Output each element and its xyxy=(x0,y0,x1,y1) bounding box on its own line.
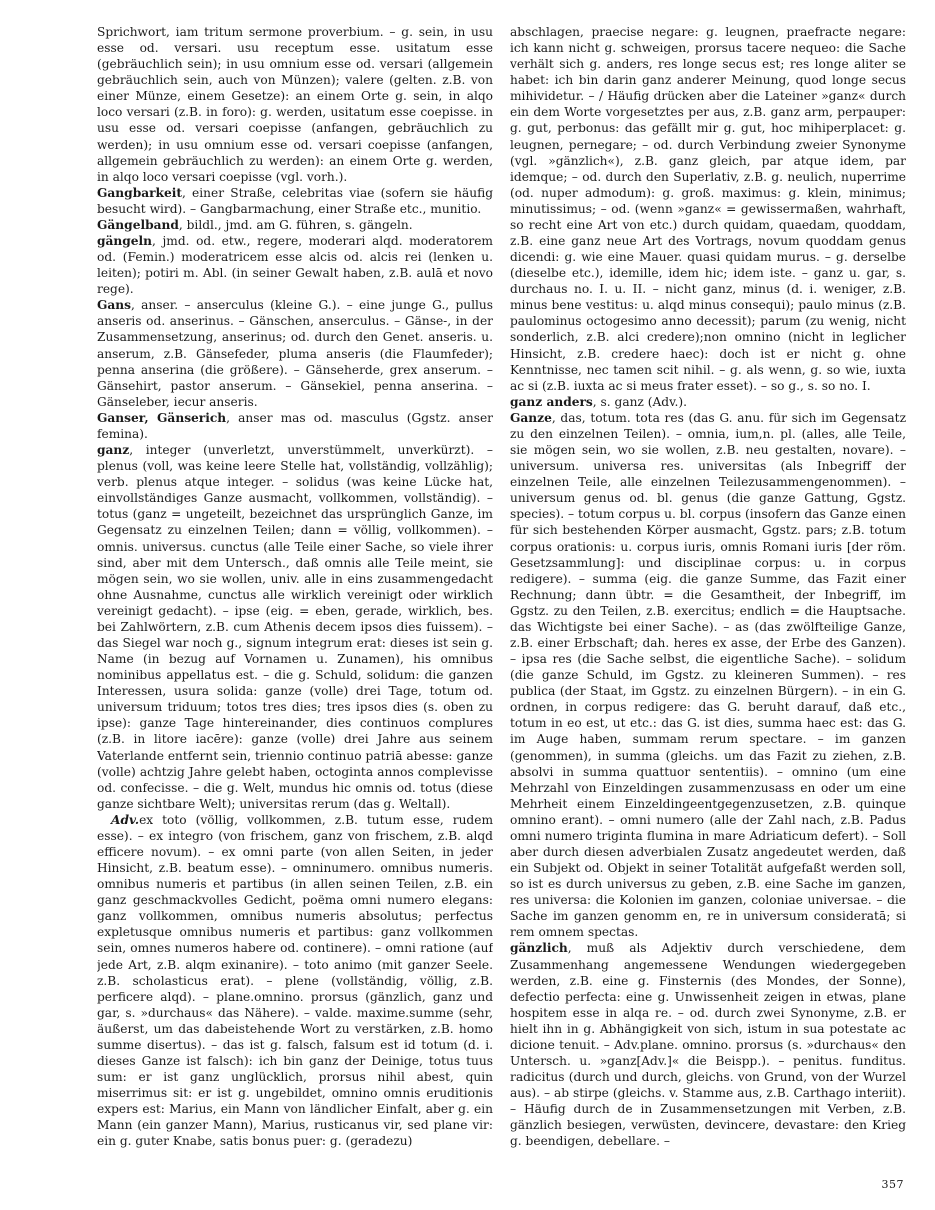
entry-text: abschlagen, praecise negare: g. leugnen, praefracte negare: ich kann nicht g. schweigen, prorsus tacere nequeo: die Sache verhält sich g. anders, res longe secus est; res longe aliter se habet: ich bin darin ganz anderer Meinung, quod longe secus mihividetur. – / Häufig drücken aber die Lateiner »ganz« durch ein dem Worte vorgesetztes per aus, z.B. ganz arm, perpauper: g. gut, perbonus: das gefällt mir g. gut, hoc mihiperplacet: g. leugnen, pernegare; – od. durch Verbindung zweier Synonyme (vgl. »gänzlich«), z.B. ganz gleich, par atque idem, par idemque; – od. durch den Superlativ, z.B. g. neulich, nuperrime (od. nuper admodum): g. groß. maximus: g. klein, minimus; minutissimus; – od. (wenn »ganz« = gewissermaßen, wahrhaft, so recht eine Art von etc.) durch quidam, quaedam, quoddam, z.B. eine ganz neue Art des Vortrags, novum quoddam genus dicendi: g. wie eine Mauer. quasi quidam murus. – g. derselbe (dieselbe etc.), idemille, idem hic; idem iste. – ganz u. gar, s. durchaus no. I. u. II. – nicht ganz, minus (d. i. weniger, z.B. minus bene vestitus: u. alqd minus consequi); paulo minus (z.B. paulominus octogesimo anno decessit); parum (zu wenig, nicht sonderlich, z.B. alci credere);non omnino (nicht in leglicher Hinsicht, z.B. credere haec): doch ist er nicht g. ohne Kenntnisse, nec tamen scit nihil. – g. als wenn, g. so wie, iuxta ac si (z.B. iuxta ac si meus frater esset). – so g., s. so no. I. xyxy=(510,25,906,393)
entry-5 xyxy=(97,410,493,442)
entry-3 xyxy=(97,233,493,297)
headword: gängeln xyxy=(97,234,153,249)
headword: Ganser, Gänserich xyxy=(97,410,227,425)
right-column xyxy=(510,24,906,1180)
entry-6 xyxy=(97,442,493,812)
entry-text: ex toto (völlig, vollkommen, z.B. tutum esse, rudem esse). – ex integro (von frischem, ganz von frischem, z.B. alqd efficere novum). – ex omni parte (von allen Seiten, in jeder Hinsicht, z.B. beatum esse). – omninumero. omnibus numeris. omnibus numeris et partibus (in allen seinen Teilen, z.B. ein ganz geschmackvolles Gedicht, poëma omni numero elegans: ganz vollkommen, omnibus numeris absolutus; perfectus expletusque omnibus numeris et partibus: ganz vollkommen sein, omnes numeros habere od. continere). – omni ratione (auf jede Art, z.B. alqm exinanire). – toto animo (mit ganzer Seele. z.B. scholasticus erat). – plene (vollständig, völlig, z.B. perficere alqd). – plane.omnino. prorsus (gänzlich, ganz und gar, s. »durchaus« das Nähere). – valde. maxime.summe (sehr, äußerst, um das dabeistehende Wort zu verstärken, z.B. homo summe disertus). – das ist g. falsch, falsum est id totum (d. i. dieses Ganze ist falsch): ich bin ganz der Deinige, totus tuus sum: er ist ganz unglücklich, prorsus nihil abest, quin miserrimus sit: er ist g. ungebildet, omnino omnis eruditionis expers est: Marius, ein Mann von ländlicher Einfalt, aber g. ein Mann (ein ganzer Mann), Marius, rusticanus vir, sed plane vir: ein g. guter Knabe, satis bonus puer: g. (geradezu) xyxy=(97,812,493,1149)
left-column xyxy=(97,24,493,1180)
entry-10 xyxy=(510,410,906,941)
entry-8 xyxy=(510,24,906,394)
entry-text: , das, totum. tota res (das G. anu. für sich im Gegensatz zu den einzelnen Teilen). – omnia, ium,n. pl. (alles, alle Teile, sie mögen sein, wo sie wollen, z.B. neu gestalten, novare). – universum. universa res. universitas (als Inbegriff der einzelnen Teile, alle einzelnen Teilezusammengenommen). – universum genus od. bl. genus (die ganze Gattung, Ggstz. species). – totum corpus u. bl. corpus (insofern das Ganze einen für sich bestehenden Körper ausmacht, Ggstz. pars; z.B. totum corpus orationis: u. corpus iuris, omnis Romani iuris [der röm. Gesetzsammlung]: und disciplinae corpus: u. in corpus redigere). – summa (eig. die ganze Summe, das Fazit einer Rechnung; dann übtr. = die Gesamtheit, der Inbegriff, im Ggstz. zu den Teilen, z.B. exercitus; endlich = die Hauptsache. das Wichtigste bei einer Sache). – as (das zwölfteilige Ganze, z.B. einer Erbschaft; dah. heres ex asse, der Erbe des Ganzen). – ipsa res (die Sache selbst, die eigentliche Sache). – solidum (die ganze Schuld, im Ggstz. zu kleineren Summen). – res publica (der Staat, im Ggstz. zu einzelnen Bürgern). – in ein G. ordnen, in corpus redigere: das G. beruht darauf, daß etc., totum in eo est, ut etc.: das G. ist dies, summa haec est: das G. im Auge haben, summam rerum spectare. – im ganzen (genommen), in summa (gleichs. um das Fazit zu ziehen, z.B. absolvi in summa quattuor sententiis). – omnino (um eine Mehrzahl von Einzeldingen zusammenzusass en oder um eine Mehrheit einem Einzeldingeentgegenzusetzen, z.B. quinque omnino erant). – omni numero (alle der Zahl nach, z.B. Padus omni numero triginta flumina in mare Adriaticum defert). – Soll aber durch diesen adverbialen Zusatz angedeutet werden, daß ein Subjekt od. Objekt in seiner Totalität aufgefaßt werden soll, so ist es durch universus zu geben, z.B. eine Sache im ganzen, res universa: die Kolonien im ganzen, coloniae universae. – die Sache im ganzen genomm en, re in universum consideratā; si rem omnem spectas. xyxy=(510,410,906,940)
headword: Gangbarkeit xyxy=(97,185,182,200)
entry-text: , bildl., jmd. am G. führen, s. gängeln. xyxy=(178,217,413,232)
entry-text: , einer Straße, celebritas viae (sofern sie häufig besucht wird). – Gangbarmachung, einer Straße etc., munitio. xyxy=(97,185,493,216)
headword: Gans xyxy=(97,298,132,313)
headword: ganz xyxy=(97,443,130,458)
entry-9 xyxy=(510,394,906,410)
entry-text: Sprichwort, iam tritum sermone proverbium. – g. sein, in usu esse od. versari. usu receptum esse. usitatum esse (gebräuchlich sein); in usu omnium esse od. versari (allgemein gebräuchlich sein, auch von Münzen); valere (gelten. z.B. von einer Münze, einem Gesetze): an einem Orte g. sein, in alqo loco versari (z.B. in foro): g. werden, usitatum esse coepisse. in usu esse od. versari coepisse (anfangen, gebräuchlich zu werden); in usu omnium esse od. versari coepisse (anfangen, allgemein gebräuchlich zu werden): an einem Orte g. werden, in alqo loco versari coepisse (vgl. vorh.). xyxy=(97,25,493,184)
entry-text: , anser mas od. masculus (Ggstz. anser femina). xyxy=(97,410,493,441)
entry-text: , anser. – anserculus (kleine G.). – eine junge G., pullus anseris od. anserinus. – Gänschen, anserculus. – Gänse-, in der Zusammensetzung, anserinus; od. durch den Genet. anseris. u. anserum, z.B. Gänsefeder, pluma anseris (die Flaumfeder); penna anserina (die größere). – Gänseherde, grex anserum. – Gänsehirt, pastor anserum. – Gänsekiel, penna anserina. – Gänseleber, iecur anseris. xyxy=(97,298,493,409)
entry-11 xyxy=(510,940,906,1149)
entry-text: , s. ganz (Adv.). xyxy=(592,394,688,409)
page-number: 357 xyxy=(881,1178,904,1191)
entry-text: , muß als Adjektiv durch verschiedene, dem Zusammenhang angemessene Wendungen wiedergegeben werden, z.B. eine g. Finsternis (des Mondes, der Sonne), defectio perfecta: eine g. Unwissenheit zeigen in etwas, plane hospitem esse in alqa re. – od. durch zwei Synonyme, z.B. er hielt ihn in g. Abhängigkeit von sich, istum in sua potestate ac dicione tenuit. – Adv.plane. omnino. prorsus (s. »durchaus« den Untersch. u. »ganz[Adv.]« die Beispp.). – penitus. funditus. radicitus (durch und durch, gleichs. von Grund, von der Wurzel aus). – ab stirpe (gleichs. v. Stamme aus, z.B. Carthago interiit). – Häufig durch de in Zusammensetzungen mit Verben, z.B. gänzlich besiegen, verwüsten, devincere, devastare: den Krieg g. beendigen, debellare. – xyxy=(510,941,906,1149)
headword: gänzlich xyxy=(510,941,568,956)
entry-text: , integer (unverletzt, unverstümmelt, unverkürzt). – plenus (voll, was keine leere Stelle hat, vollständig, vollzählig); verb. plenus atque integer. – solidus (was keine Lücke hat, einvollständiges Ganze ausmacht, vollkommen, vollständig). – totus (ganz = ungeteilt, bezeichnet das ursprünglich Ganze, im Gegensatz zu einzelnen Teilen; dann = völlig, vollkommen). – omnis. universus. cunctus (alle Teile einer Sache, so viele ihrer sind, aber mit dem Untersch., daß omnis alle Teile meint, sie mögen sein, wo sie wollen, univ. alle in eins zusammengedacht ohne Ausnahme, cunctus alle wirklich vereinigt oder wirklich vereinigt gedacht). – ipse (eig. = eben, gerade, wirklich, bes. bei Zahlwörtern, z.B. cum Athenis decem ipsos dies fuissem). – das Siegel war noch g., signum integrum erat: dieses ist sein g. Name (in bezug auf Vornamen u. Zunamen), his omnibus nominibus appellatus est. – die g. Schuld, solidum: die ganzen Interessen, usura solida: ganze (volle) drei Tage, totum od. universum triduum; totos tres dies; tres ipsos dies (s. oben zu ipse): ganze Tage hintereinander, dies continuos complures (z.B. in litore iacēre): ganze (volle) drei Jahre aus seinem Vaterlande entfernt sein, triennio continuo patriā abesse: ganze (volle) achtzig Jahre gelebt haben, octoginta annos complevisse od. confecisse. – die g. Welt, mundus hic omnis od. totus (diese ganze sichtbare Welt); universitas rerum (das g. Weltall). xyxy=(97,443,493,811)
entry-text: , jmd. od. etw., regere, moderari alqd. moderatorem od. (Femin.) moderatricem esse alcis od. alcis rei (lenken u. leiten); potiri m. Abl. (in seiner Gewalt haben, z.B. aulā et novo rege). xyxy=(97,234,493,297)
headword: Adv. xyxy=(111,812,140,827)
headword: Ganze xyxy=(510,410,552,425)
headword: Gängelband xyxy=(97,217,179,232)
entry-4 xyxy=(97,297,493,410)
entry-1 xyxy=(97,185,493,217)
entry-7 xyxy=(97,812,493,1150)
entry-2 xyxy=(97,217,493,233)
headword: ganz anders xyxy=(510,394,593,409)
entry-0 xyxy=(97,24,493,185)
